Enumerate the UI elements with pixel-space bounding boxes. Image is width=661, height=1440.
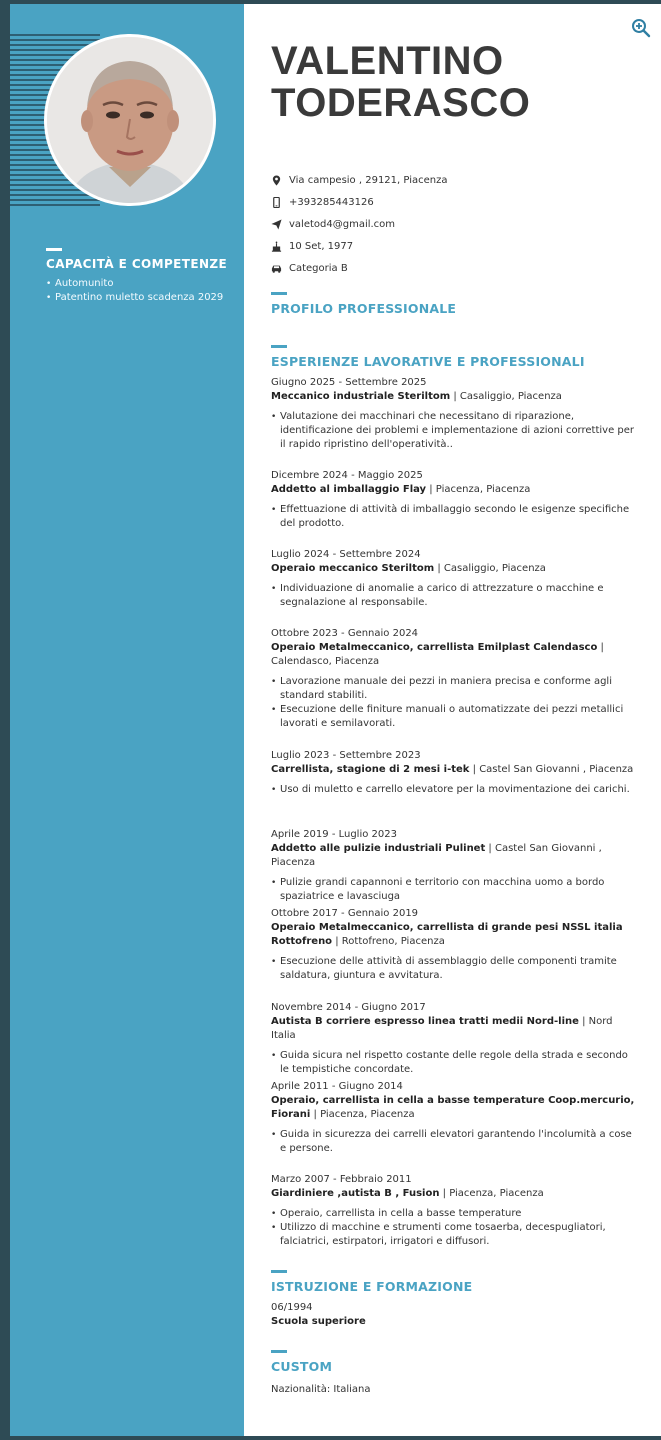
job-dates: Aprile 2019 - Luglio 2023 bbox=[271, 829, 397, 840]
job-role: Carrellista, stagione di 2 mesi i-tek bbox=[271, 764, 470, 775]
job-role: Addetto alle pulizie industriali Pulinet bbox=[271, 843, 486, 854]
skills-list bbox=[46, 277, 236, 305]
job-role: Autista B corriere espresso linea tratti medii Nord-line bbox=[271, 1016, 579, 1027]
contact-address bbox=[271, 169, 641, 191]
job-dates: Novembre 2014 - Giugno 2017 bbox=[271, 1002, 426, 1013]
job-entry bbox=[271, 627, 636, 731]
contact-phone bbox=[271, 191, 641, 213]
job-role: Giardiniere ,autista B , Fusion bbox=[271, 1188, 440, 1199]
zoom-in-icon[interactable] bbox=[631, 18, 651, 38]
job-bullets bbox=[271, 675, 636, 731]
contact-email bbox=[271, 213, 641, 235]
job-bullet: • Pulizie grandi capannoni e territorio con macchina uomo a bordo spaziatrice e lavasciuga bbox=[271, 876, 636, 904]
section-dash bbox=[271, 1350, 287, 1353]
name-last: TODERASCO bbox=[271, 81, 531, 125]
job-bullet: • Guida in sicurezza dei carrelli elevatori garantendo l'incolumità a cose e persone. bbox=[271, 1128, 636, 1156]
job-entry bbox=[271, 1173, 636, 1249]
job-bullets bbox=[271, 783, 636, 797]
job-entry bbox=[271, 469, 636, 531]
profile-title: PROFILO PROFESSIONALE bbox=[271, 301, 457, 316]
job-bullets bbox=[271, 955, 636, 983]
job-entry bbox=[271, 907, 636, 983]
experience-title: ESPERIENZE LAVORATIVE E PROFESSIONALI bbox=[271, 354, 585, 369]
job-bullets bbox=[271, 1049, 636, 1077]
job-bullets bbox=[271, 582, 636, 610]
job-entry bbox=[271, 548, 636, 610]
job-bullet: • Utilizzo di macchine e strumenti come tosaerba, decespugliatori, falciatrici, estirpatori, irrigatori e diffusori. bbox=[271, 1221, 636, 1249]
job-dates: Dicembre 2024 - Maggio 2025 bbox=[271, 470, 423, 481]
job-bullet: • Uso di muletto e carrello elevatore per la movimentazione dei carichi. bbox=[271, 783, 636, 797]
email-text[interactable]: valetod4@gmail.com bbox=[289, 218, 396, 230]
job-role: Operaio meccanico Steriltom bbox=[271, 563, 435, 574]
contact-birthdate bbox=[271, 235, 641, 257]
job-place: | Castel San Giovanni , Piacenza bbox=[469, 764, 634, 775]
phone-icon bbox=[271, 197, 289, 208]
job-bullets bbox=[271, 876, 636, 904]
job-role: Operaio Metalmeccanico, carrellista di grande pesi NSSL italia Rottofreno bbox=[271, 922, 623, 947]
contact-info bbox=[271, 169, 641, 279]
education-date: 06/1994 bbox=[271, 1302, 313, 1313]
job-place: | Casaliggio, Piacenza bbox=[434, 563, 546, 574]
nationality-text: Nazionalità: Italiana bbox=[271, 1384, 371, 1395]
section-dash bbox=[271, 345, 287, 348]
send-icon bbox=[271, 219, 289, 230]
contact-license bbox=[271, 257, 641, 279]
custom-title: CUSTOM bbox=[271, 1359, 333, 1374]
custom-entry bbox=[271, 1383, 636, 1397]
education-title: ISTRUZIONE E FORMAZIONE bbox=[271, 1279, 473, 1294]
phone-text[interactable]: +393285443126 bbox=[289, 196, 374, 208]
sidebar bbox=[10, 4, 244, 1436]
job-entry bbox=[271, 376, 636, 452]
experience-section bbox=[271, 345, 641, 369]
location-pin-icon bbox=[271, 175, 289, 186]
job-bullets bbox=[271, 1128, 636, 1156]
job-dates: Giugno 2025 - Settembre 2025 bbox=[271, 377, 427, 388]
job-bullet: • Valutazione dei macchinari che necessitano di riparazione, identificazione dei problemi e implementazione di azioni correttive per il rapido ripristino dell'operatività.. bbox=[271, 410, 636, 452]
job-role: Addetto al imballaggio Flay bbox=[271, 484, 427, 495]
skill-item: • Patentino muletto scadenza 2029 bbox=[46, 291, 236, 305]
job-bullet: • Esecuzione delle attività di assemblaggio delle componenti tramite saldatura, giuntura e avvitatura. bbox=[271, 955, 636, 983]
job-bullet: • Individuazione di anomalie a carico di attrezzature o macchine e segnalazione al responsabile. bbox=[271, 582, 636, 610]
job-place: | Piacenza, Piacenza bbox=[426, 484, 531, 495]
job-bullet: • Esecuzione delle finiture manuali o automatizzate dei pezzi metallici lavorati e semilavorati. bbox=[271, 703, 636, 731]
job-bullet: • Lavorazione manuale dei pezzi in maniera precisa e conforme agli standard stabiliti. bbox=[271, 675, 636, 703]
job-dates: Ottobre 2017 - Gennaio 2019 bbox=[271, 908, 419, 919]
job-role: Meccanico industriale Steriltom bbox=[271, 391, 451, 402]
profile-photo bbox=[44, 34, 216, 206]
custom-section bbox=[271, 1350, 641, 1374]
job-bullet: • Operaio, carrellista in cella a basse temperature bbox=[271, 1207, 636, 1221]
license-text: Categoria B bbox=[289, 262, 348, 274]
job-bullets bbox=[271, 1207, 636, 1249]
person-name bbox=[271, 40, 641, 124]
job-dates: Ottobre 2023 - Gennaio 2024 bbox=[271, 628, 419, 639]
address-text: Via campesio , 29121, Piacenza bbox=[289, 174, 448, 186]
job-place: | Piacenza, Piacenza bbox=[439, 1188, 544, 1199]
section-dash bbox=[271, 292, 287, 295]
skills-dash bbox=[46, 248, 62, 251]
job-bullets bbox=[271, 503, 636, 531]
cake-icon bbox=[271, 241, 289, 252]
job-dates: Aprile 2011 - Giugno 2014 bbox=[271, 1081, 403, 1092]
job-place: | Casaliggio, Piacenza bbox=[450, 391, 562, 402]
resume-page bbox=[10, 4, 661, 1436]
skills-title: CAPACITÀ E COMPETENZE bbox=[46, 257, 228, 271]
section-dash bbox=[271, 1270, 287, 1273]
name-first: VALENTINO bbox=[271, 39, 504, 83]
job-entry bbox=[271, 828, 636, 904]
person-photo-illustration bbox=[47, 37, 213, 203]
job-bullet: • Effettuazione di attività di imballaggio secondo le esigenze specifiche del prodotto. bbox=[271, 503, 636, 531]
job-entry bbox=[271, 1080, 636, 1156]
job-dates: Luglio 2023 - Settembre 2023 bbox=[271, 750, 421, 761]
education-section bbox=[271, 1270, 641, 1294]
job-place: | Calendasco, Piacenza bbox=[271, 642, 604, 667]
birthdate-text: 10 Set, 1977 bbox=[289, 240, 354, 252]
education-school: Scuola superiore bbox=[271, 1316, 366, 1327]
car-icon bbox=[271, 263, 289, 274]
job-bullet: • Guida sicura nel rispetto costante delle regole della strada e secondo le tempistiche concordate. bbox=[271, 1049, 636, 1077]
job-place: | Castel San Giovanni , Piacenza bbox=[271, 843, 602, 868]
job-role: Operaio, carrellista in cella a basse temperature Coop.mercurio, Fiorani bbox=[271, 1095, 635, 1120]
skill-item: • Automunito bbox=[46, 277, 236, 291]
job-dates: Luglio 2024 - Settembre 2024 bbox=[271, 549, 421, 560]
job-bullets bbox=[271, 410, 636, 452]
job-role: Operaio Metalmeccanico, carrellista Emilplast Calendasco bbox=[271, 642, 598, 653]
skills-section bbox=[46, 248, 236, 305]
job-place: | Nord Italia bbox=[271, 1016, 613, 1041]
job-place: | Piacenza, Piacenza bbox=[310, 1109, 415, 1120]
profile-section bbox=[271, 292, 641, 316]
job-dates: Marzo 2007 - Febbraio 2011 bbox=[271, 1174, 412, 1185]
job-entry bbox=[271, 1001, 636, 1077]
education-entry bbox=[271, 1301, 636, 1329]
job-entry bbox=[271, 749, 636, 797]
job-place: | Rottofreno, Piacenza bbox=[332, 936, 445, 947]
